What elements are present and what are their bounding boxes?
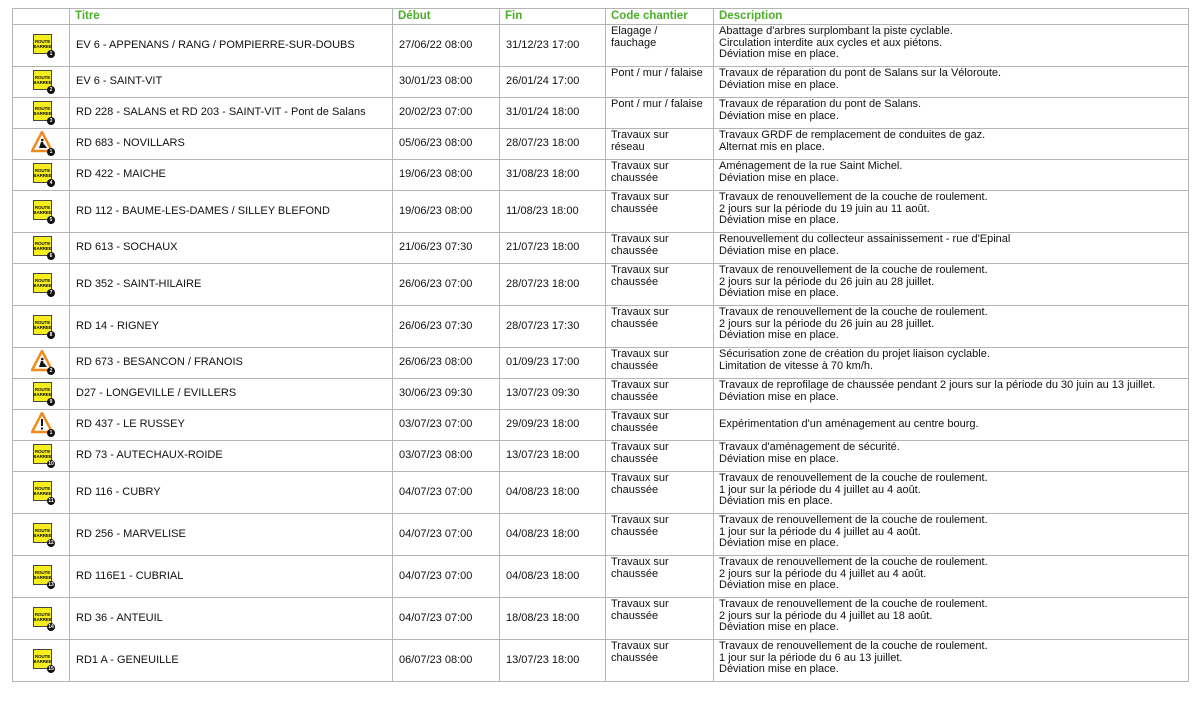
icon-cell — [13, 129, 70, 160]
cell-debut: 06/07/23 08:00 — [393, 640, 500, 682]
cell-code-chantier — [606, 67, 714, 98]
code-chantier-line: Elagage / — [611, 26, 658, 37]
header-titre: Titre — [70, 9, 393, 25]
description-line: Déviation mise en place. — [719, 580, 839, 591]
table-row — [13, 410, 1189, 441]
marker-number: 8 — [47, 331, 55, 339]
header-debut: Début — [393, 9, 500, 25]
description-line: Travaux de réparation du pont de Salans. — [719, 99, 922, 110]
route-barree-icon — [27, 521, 55, 549]
table-row — [13, 129, 1189, 160]
marker-number: 10 — [48, 461, 54, 467]
code-chantier-line: chaussée — [611, 276, 659, 288]
code-chantier-line: Travaux sur — [611, 411, 669, 422]
marker-number: 4 — [47, 179, 55, 187]
roadworks-warning-icon — [27, 130, 55, 158]
code-chantier-line: chaussée — [611, 318, 659, 330]
route-barree-icon — [27, 380, 55, 408]
sign-text-barree: BARREE — [33, 324, 52, 330]
cell-code-chantier — [606, 129, 714, 160]
table-row — [13, 379, 1189, 410]
code-chantier-line: chaussée — [611, 360, 659, 372]
cell-description — [714, 472, 1189, 514]
description-line: Abattage d'arbres surplombant la piste cyclable. — [719, 26, 953, 37]
cell-code-chantier — [606, 98, 714, 129]
table-row — [13, 348, 1189, 379]
description-line: Travaux de réparation du pont de Salans sur la Véloroute. — [719, 68, 1002, 79]
route-barree-icon — [27, 234, 55, 262]
cell-titre: RD 256 - MARVELISE — [70, 514, 393, 556]
cell-titre: RD 352 - SAINT-HILAIRE — [70, 264, 393, 306]
cell-fin: 18/08/23 18:00 — [500, 598, 606, 640]
cell-titre: RD 228 - SALANS et RD 203 - SAINT-VIT - Pont de Salans — [70, 98, 393, 129]
marker-number: 13 — [48, 581, 54, 588]
sign-text-route: ROUTE — [34, 277, 51, 283]
cell-titre: RD 437 - LE RUSSEY — [70, 410, 393, 441]
description-line: Déviation mise en place. — [719, 453, 839, 465]
code-chantier-line: réseau — [611, 141, 645, 153]
cell-fin: 21/07/23 18:00 — [500, 233, 606, 264]
description-line: 1 jour sur la période du 6 au 13 juillet. — [719, 652, 903, 664]
table-row — [13, 640, 1189, 682]
sign-text-route: ROUTE — [34, 387, 51, 392]
icon-cell — [13, 98, 70, 129]
marker-number: 2 — [47, 367, 55, 375]
cell-debut: 04/07/23 07:00 — [393, 556, 500, 598]
code-chantier-line: chaussée — [611, 484, 659, 496]
sign-text-route: ROUTE — [34, 106, 51, 111]
description-line: 2 jours sur la période du 26 juin au 28 juillet. — [719, 318, 935, 330]
route-barree-icon — [27, 32, 55, 60]
cell-fin: 04/08/23 18:00 — [500, 556, 606, 598]
sign-text-route: ROUTE — [34, 611, 51, 617]
description-line: Travaux de renouvellement de la couche de roulement. — [719, 265, 988, 276]
route-barree-icon — [27, 605, 55, 633]
icon-cell — [13, 379, 70, 410]
cell-description — [714, 191, 1189, 233]
description-line: Renouvellement du collecteur assainissement - rue d'Epinal — [719, 234, 1011, 245]
icon-cell — [13, 640, 70, 682]
sign-text-route: ROUTE — [34, 449, 51, 454]
cell-code-chantier — [606, 514, 714, 556]
cell-fin: 04/08/23 18:00 — [500, 514, 606, 556]
table-row — [13, 598, 1189, 640]
cell-description — [714, 233, 1189, 264]
sign-text-barree: BARREE — [33, 80, 52, 85]
description-line: Déviation mise en place. — [719, 172, 839, 184]
cell-code-chantier — [606, 441, 714, 472]
marker-number: 12 — [48, 539, 54, 546]
description-line: Déviation mise en place. — [719, 538, 839, 549]
description-line: Travaux de renouvellement de la couche de roulement. — [719, 641, 988, 652]
cell-debut: 19/06/23 08:00 — [393, 160, 500, 191]
description-line: Travaux de renouvellement de la couche de roulement. — [719, 192, 988, 203]
sign-text-barree: BARREE — [33, 616, 52, 622]
marker-number: 1 — [47, 148, 55, 156]
code-chantier-line: chaussée — [611, 172, 659, 184]
marker-number: 1 — [47, 429, 55, 437]
cell-fin: 13/07/23 18:00 — [500, 441, 606, 472]
danger-warning-icon — [27, 411, 55, 439]
description-line: 2 jours sur la période du 4 juillet au 18 août. — [719, 610, 933, 622]
table-header-row — [13, 9, 1189, 25]
code-chantier-line: Travaux sur — [611, 192, 669, 203]
cell-description — [714, 306, 1189, 348]
code-chantier-line: chaussée — [611, 610, 659, 622]
sign-text-route: ROUTE — [34, 38, 51, 44]
description-line: Travaux d'aménagement de sécurité. — [719, 442, 900, 453]
cell-debut: 26/06/23 07:30 — [393, 306, 500, 348]
header-icon — [13, 9, 70, 25]
cell-debut: 20/02/23 07:00 — [393, 98, 500, 129]
cell-code-chantier — [606, 25, 714, 67]
roadworks-table-container — [12, 8, 1189, 682]
table-row — [13, 98, 1189, 129]
cell-code-chantier — [606, 410, 714, 441]
marker-number: 14 — [48, 623, 54, 630]
description-line: Déviation mise en place. — [719, 330, 839, 341]
cell-debut: 19/06/23 08:00 — [393, 191, 500, 233]
icon-cell — [13, 67, 70, 98]
cell-description — [714, 598, 1189, 640]
cell-titre: RD 116E1 - CUBRIAL — [70, 556, 393, 598]
code-chantier-line: Travaux sur — [611, 307, 669, 318]
code-chantier-line: Travaux sur — [611, 380, 669, 391]
cell-debut: 27/06/22 08:00 — [393, 25, 500, 67]
route-barree-icon — [27, 479, 55, 507]
code-chantier-line: Travaux sur — [611, 130, 669, 141]
icon-cell — [13, 598, 70, 640]
cell-fin: 31/01/24 18:00 — [500, 98, 606, 129]
description-line: Déviation mise en place. — [719, 391, 839, 403]
description-line: Aménagement de la rue Saint Michel. — [719, 161, 903, 172]
sign-text-route: ROUTE — [34, 241, 51, 246]
cell-titre: RD 683 - NOVILLARS — [70, 129, 393, 160]
sign-text-route: ROUTE — [34, 168, 51, 173]
header-description: Description — [714, 9, 1189, 25]
description-line: Travaux de renouvellement de la couche de roulement. — [719, 473, 988, 484]
table-row — [13, 556, 1189, 598]
sign-text-barree: BARREE — [33, 111, 52, 116]
route-barree-icon — [27, 313, 55, 341]
sign-text-route: ROUTE — [34, 485, 51, 491]
cell-debut: 30/01/23 08:00 — [393, 67, 500, 98]
sign-text-barree: BARREE — [33, 173, 52, 178]
cell-fin: 26/01/24 17:00 — [500, 67, 606, 98]
route-barree-icon — [27, 442, 55, 470]
cell-description — [714, 556, 1189, 598]
cell-description — [714, 410, 1189, 441]
route-barree-icon — [27, 198, 55, 226]
cell-fin: 28/07/23 18:00 — [500, 264, 606, 306]
description-line: Alternat mis en place. — [719, 141, 825, 153]
description-line: Expérimentation d'un aménagement au centre bourg. — [719, 419, 979, 431]
cell-titre: D27 - LONGEVILLE / EVILLERS — [70, 379, 393, 410]
cell-description — [714, 379, 1189, 410]
cell-debut: 26/06/23 08:00 — [393, 348, 500, 379]
sign-text-route: ROUTE — [34, 653, 51, 659]
cell-fin: 31/12/23 17:00 — [500, 25, 606, 67]
sign-text-barree: BARREE — [33, 282, 52, 288]
code-chantier-line: Travaux sur — [611, 161, 669, 172]
cell-description — [714, 67, 1189, 98]
marker-number: 7 — [47, 289, 55, 297]
cell-fin: 01/09/23 17:00 — [500, 348, 606, 379]
icon-cell — [13, 233, 70, 264]
cell-code-chantier — [606, 160, 714, 191]
description-line: Déviation mise en place. — [719, 288, 839, 299]
cell-debut: 03/07/23 07:00 — [393, 410, 500, 441]
description-line: Déviation mise en place. — [719, 79, 839, 91]
icon-cell — [13, 306, 70, 348]
cell-fin: 29/09/23 18:00 — [500, 410, 606, 441]
cell-titre: RD 422 - MAICHE — [70, 160, 393, 191]
cell-description — [714, 640, 1189, 682]
description-line: 2 jours sur la période du 4 juillet au 4 août. — [719, 568, 927, 580]
cell-titre: EV 6 - APPENANS / RANG / POMPIERRE-SUR-DOUBS — [70, 25, 393, 67]
code-chantier-line: chaussée — [611, 453, 659, 465]
cell-code-chantier — [606, 598, 714, 640]
code-chantier-line: Travaux sur — [611, 349, 669, 360]
route-barree-icon — [27, 99, 55, 127]
description-line: Travaux de renouvellement de la couche de roulement. — [719, 515, 988, 526]
sign-text-route: ROUTE — [34, 75, 51, 80]
cell-description — [714, 348, 1189, 379]
cell-debut: 26/06/23 07:00 — [393, 264, 500, 306]
table-row — [13, 25, 1189, 67]
code-chantier-line: chaussée — [611, 203, 659, 215]
table-row — [13, 441, 1189, 472]
description-line: Déviation mise en place. — [719, 215, 839, 226]
cell-fin: 11/08/23 18:00 — [500, 191, 606, 233]
code-chantier-line: chaussée — [611, 245, 659, 257]
icon-cell — [13, 514, 70, 556]
roadworks-warning-icon — [27, 349, 55, 377]
description-line: Déviation mis en place. — [719, 496, 833, 507]
icon-cell — [13, 441, 70, 472]
icon-cell — [13, 556, 70, 598]
roadworks-table — [12, 8, 1189, 682]
sign-text-barree: BARREE — [33, 574, 52, 580]
table-row — [13, 264, 1189, 306]
route-barree-icon — [27, 563, 55, 591]
cell-debut: 03/07/23 08:00 — [393, 441, 500, 472]
table-row — [13, 514, 1189, 556]
cell-debut: 30/06/23 09:30 — [393, 379, 500, 410]
marker-number: 1 — [47, 50, 55, 58]
code-chantier-line: Travaux sur — [611, 442, 669, 453]
code-chantier-line: chaussée — [611, 391, 659, 403]
description-line: Travaux de renouvellement de la couche de roulement. — [719, 599, 988, 610]
code-chantier-line: chaussée — [611, 652, 659, 664]
cell-titre: RD 673 - BESANCON / FRANOIS — [70, 348, 393, 379]
cell-code-chantier — [606, 379, 714, 410]
table-row — [13, 191, 1189, 233]
code-chantier-line: Pont / mur / falaise — [611, 99, 703, 110]
cell-titre: RD 14 - RIGNEY — [70, 306, 393, 348]
icon-cell — [13, 472, 70, 514]
description-line: Travaux de renouvellement de la couche de roulement. — [719, 307, 988, 318]
marker-number: 3 — [47, 117, 55, 125]
sign-text-barree: BARREE — [33, 43, 52, 49]
sign-text-route: ROUTE — [34, 319, 51, 325]
cell-fin: 28/07/23 17:30 — [500, 306, 606, 348]
description-line: Déviation mise en place. — [719, 49, 839, 60]
cell-description — [714, 264, 1189, 306]
description-line: Travaux de reprofilage de chaussée pendant 2 jours sur la période du 30 juin au 13 juillet. — [719, 380, 1156, 391]
cell-debut: 21/06/23 07:30 — [393, 233, 500, 264]
cell-code-chantier — [606, 348, 714, 379]
code-chantier-line: Travaux sur — [611, 234, 669, 245]
description-line: 2 jours sur la période du 26 juin au 28 juillet. — [719, 276, 935, 288]
cell-description — [714, 98, 1189, 129]
route-barree-icon — [27, 161, 55, 189]
route-barree-icon — [27, 68, 55, 96]
cell-debut: 05/06/23 08:00 — [393, 129, 500, 160]
marker-number: 11 — [48, 497, 54, 504]
description-line: Circulation interdite aux cycles et aux piétons. — [719, 37, 943, 49]
cell-code-chantier — [606, 233, 714, 264]
cell-description — [714, 514, 1189, 556]
description-line: Déviation mise en place. — [719, 110, 839, 122]
icon-cell — [13, 191, 70, 233]
table-row — [13, 472, 1189, 514]
sign-text-barree: BARREE — [33, 532, 52, 538]
code-chantier-line: Travaux sur — [611, 265, 669, 276]
table-row — [13, 160, 1189, 191]
cell-titre: RD 112 - BAUME-LES-DAMES / SILLEY BLEFOND — [70, 191, 393, 233]
description-line: Déviation mise en place. — [719, 245, 839, 257]
cell-description — [714, 441, 1189, 472]
sign-text-route: ROUTE — [34, 204, 51, 210]
table-row — [13, 306, 1189, 348]
description-line: Sécurisation zone de création du projet liaison cyclable. — [719, 349, 990, 360]
cell-fin: 31/08/23 18:00 — [500, 160, 606, 191]
sign-text-barree: BARREE — [33, 658, 52, 664]
code-chantier-line: chaussée — [611, 526, 659, 538]
icon-cell — [13, 160, 70, 191]
cell-description — [714, 25, 1189, 67]
header-fin: Fin — [500, 9, 606, 25]
cell-debut: 04/07/23 07:00 — [393, 598, 500, 640]
table-row — [13, 233, 1189, 264]
code-chantier-line: chaussée — [611, 568, 659, 580]
icon-cell — [13, 264, 70, 306]
route-barree-icon — [27, 271, 55, 299]
description-line: Déviation mise en place. — [719, 664, 839, 675]
cell-description — [714, 160, 1189, 191]
code-chantier-line: Pont / mur / falaise — [611, 68, 703, 79]
cell-code-chantier — [606, 264, 714, 306]
sign-text-barree: BARREE — [33, 246, 52, 251]
description-line: 1 jour sur la période du 4 juillet au 4 août. — [719, 526, 921, 538]
marker-number: 2 — [47, 86, 55, 94]
sign-text-barree: BARREE — [33, 392, 52, 397]
sign-text-barree: BARREE — [33, 490, 52, 496]
code-chantier-line: Travaux sur — [611, 557, 669, 568]
description-line: Travaux GRDF de remplacement de conduites de gaz. — [719, 130, 986, 141]
code-chantier-line: Travaux sur — [611, 473, 669, 484]
marker-number: 5 — [47, 216, 55, 224]
description-line: Limitation de vitesse à 70 km/h. — [719, 360, 874, 372]
icon-cell — [13, 348, 70, 379]
code-chantier-line: chaussée — [611, 422, 659, 434]
description-line: 1 jour sur la période du 4 juillet au 4 août. — [719, 484, 921, 496]
description-line: Travaux de renouvellement de la couche de roulement. — [719, 557, 988, 568]
code-chantier-line: Travaux sur — [611, 599, 669, 610]
cell-titre: RD 73 - AUTECHAUX-ROIDE — [70, 441, 393, 472]
marker-number: 15 — [48, 665, 54, 672]
cell-code-chantier — [606, 306, 714, 348]
cell-titre: EV 6 - SAINT-VIT — [70, 67, 393, 98]
cell-fin: 04/08/23 18:00 — [500, 472, 606, 514]
code-chantier-line: Travaux sur — [611, 515, 669, 526]
sign-text-route: ROUTE — [34, 527, 51, 533]
route-barree-icon — [27, 647, 55, 675]
cell-code-chantier — [606, 472, 714, 514]
sign-text-barree: BARREE — [33, 454, 52, 459]
marker-number: 6 — [47, 252, 55, 260]
sign-text-barree: BARREE — [33, 209, 52, 215]
table-row — [13, 67, 1189, 98]
sign-text-route: ROUTE — [34, 569, 51, 575]
cell-code-chantier — [606, 191, 714, 233]
description-line: 2 jours sur la période du 19 juin au 11 août. — [719, 203, 930, 215]
code-chantier-line: fauchage — [611, 37, 657, 49]
cell-titre: RD 36 - ANTEUIL — [70, 598, 393, 640]
cell-code-chantier — [606, 556, 714, 598]
icon-cell — [13, 25, 70, 67]
cell-titre: RD1 A - GENEUILLE — [70, 640, 393, 682]
cell-titre: RD 116 - CUBRY — [70, 472, 393, 514]
cell-titre: RD 613 - SOCHAUX — [70, 233, 393, 264]
cell-description — [714, 129, 1189, 160]
cell-fin: 13/07/23 18:00 — [500, 640, 606, 682]
cell-debut: 04/07/23 07:00 — [393, 514, 500, 556]
cell-debut: 04/07/23 07:00 — [393, 472, 500, 514]
header-code-chantier: Code chantier — [606, 9, 714, 25]
icon-cell — [13, 410, 70, 441]
cell-fin: 13/07/23 09:30 — [500, 379, 606, 410]
description-line: Déviation mise en place. — [719, 622, 839, 633]
code-chantier-line: Travaux sur — [611, 641, 669, 652]
cell-fin: 28/07/23 18:00 — [500, 129, 606, 160]
cell-code-chantier — [606, 640, 714, 682]
marker-number: 9 — [47, 398, 55, 406]
